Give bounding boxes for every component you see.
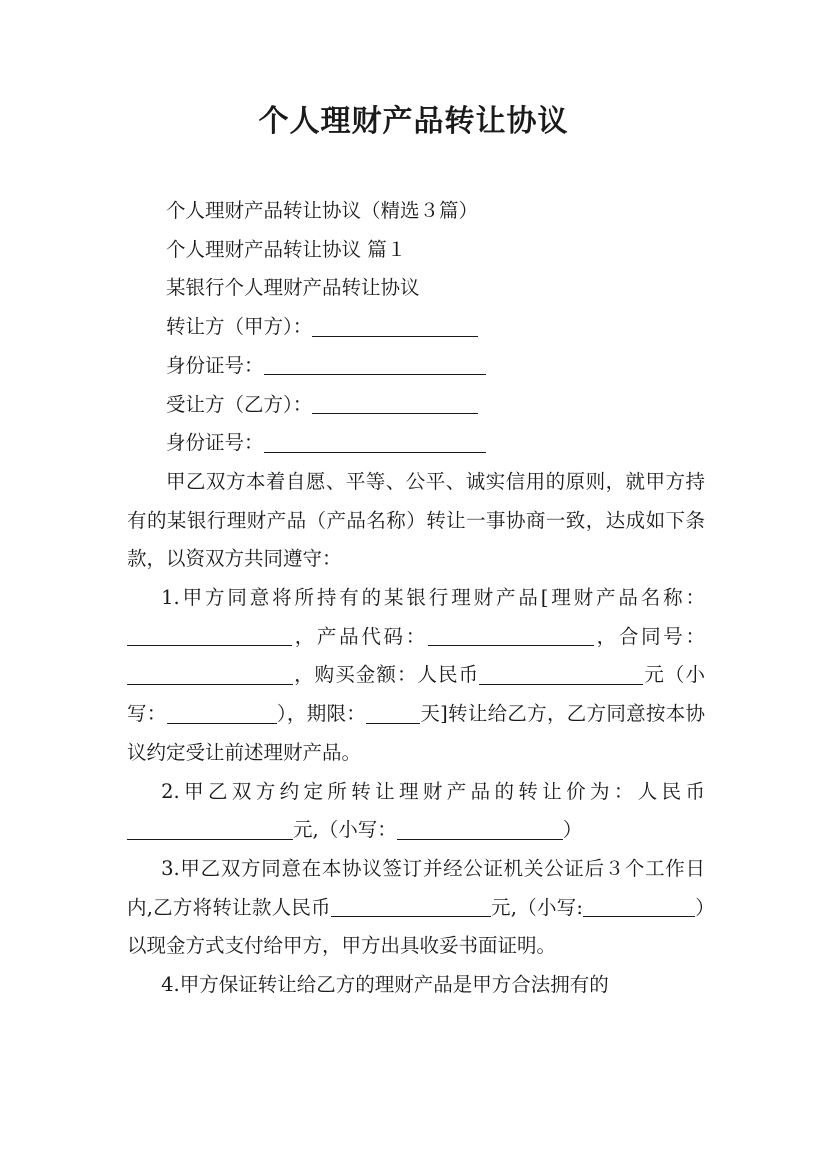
clause-4 <box>127 966 705 1005</box>
clause-1-text: 元（小写： <box>127 663 705 726</box>
product-code-blank <box>428 626 594 647</box>
price-lowercase-blank <box>397 819 563 840</box>
document-title: 个人理财产品转让协议 <box>258 104 569 139</box>
contract-no-blank <box>127 664 293 685</box>
agreement-name: 某银行个人理财产品转让协议 <box>166 276 420 300</box>
payment-amount-blank <box>331 897 491 918</box>
clause-1-text: 1.甲方同意将所持有的某银行理财产品[理财产品名称： <box>161 586 705 610</box>
amount-lowercase-blank <box>167 703 277 724</box>
clause-1-text: ，合同号： <box>593 624 705 648</box>
transferor-id-blank <box>264 355 486 376</box>
payment-lowercase-blank <box>583 897 695 918</box>
transferee-label: 受让方（乙方）： <box>166 392 313 416</box>
clause-4-text: 4.甲方保证转让给乙方的理财产品是甲方合法拥有的 <box>161 973 609 997</box>
clause-1-text: 天]转让给乙方，乙方同意按本协议约定受让前述理财产品。 <box>127 702 705 764</box>
clause-2 <box>127 773 705 850</box>
transferor-blank <box>312 316 478 337</box>
clause-2-text: ） <box>562 818 583 842</box>
clause-1 <box>127 579 705 773</box>
intro-paragraph: 甲乙双方本着自愿、平等、公平、诚实信用的原则，就甲方持有的某银行理财产品（产品名称）转让一事协商一致，达成如下条款，以资双方共同遵守： <box>127 469 705 571</box>
clause-2-text: 元,（小写： <box>293 818 397 842</box>
clause-3-text: 3.甲乙双方同意在本协议签订并经公证机关公证后３个工作日内,乙方将转让款人民币 <box>127 856 705 919</box>
subtitle-line: 个人理财产品转让协议（精选３篇） <box>166 199 479 222</box>
clause-2-text: 2.甲乙双方约定所转让理财产品的转让价为：人民币 <box>161 779 705 803</box>
transferor-line <box>127 308 705 347</box>
purchase-amount-blank <box>479 664 643 685</box>
clause-3-text: ）以现金方式支付给甲方，甲方出具收妥书面证明。 <box>127 895 705 958</box>
clause-1-text: ），期限： <box>276 702 367 726</box>
clause-3-text: 元,（小写: <box>490 895 583 919</box>
document-body <box>127 192 705 1005</box>
id-label: 身份证号： <box>166 353 264 377</box>
transferor-id-line <box>127 347 705 386</box>
clause-3 <box>127 850 705 966</box>
term-days-blank <box>366 703 420 724</box>
clause-1-text: ，产品代码： <box>292 624 428 648</box>
transferee-id-line <box>127 424 705 463</box>
id-label: 身份证号： <box>166 431 264 455</box>
transfer-price-blank <box>127 819 293 840</box>
clause-1-text: ，购买金额：人民币 <box>293 663 480 687</box>
article-heading: 个人理财产品转让协议 篇１ <box>166 237 407 261</box>
transferee-id-blank <box>264 432 486 453</box>
transferee-blank <box>312 394 478 415</box>
transferee-line <box>127 386 705 425</box>
transferor-label: 转让方（甲方）： <box>166 315 313 339</box>
product-name-blank <box>127 626 292 647</box>
